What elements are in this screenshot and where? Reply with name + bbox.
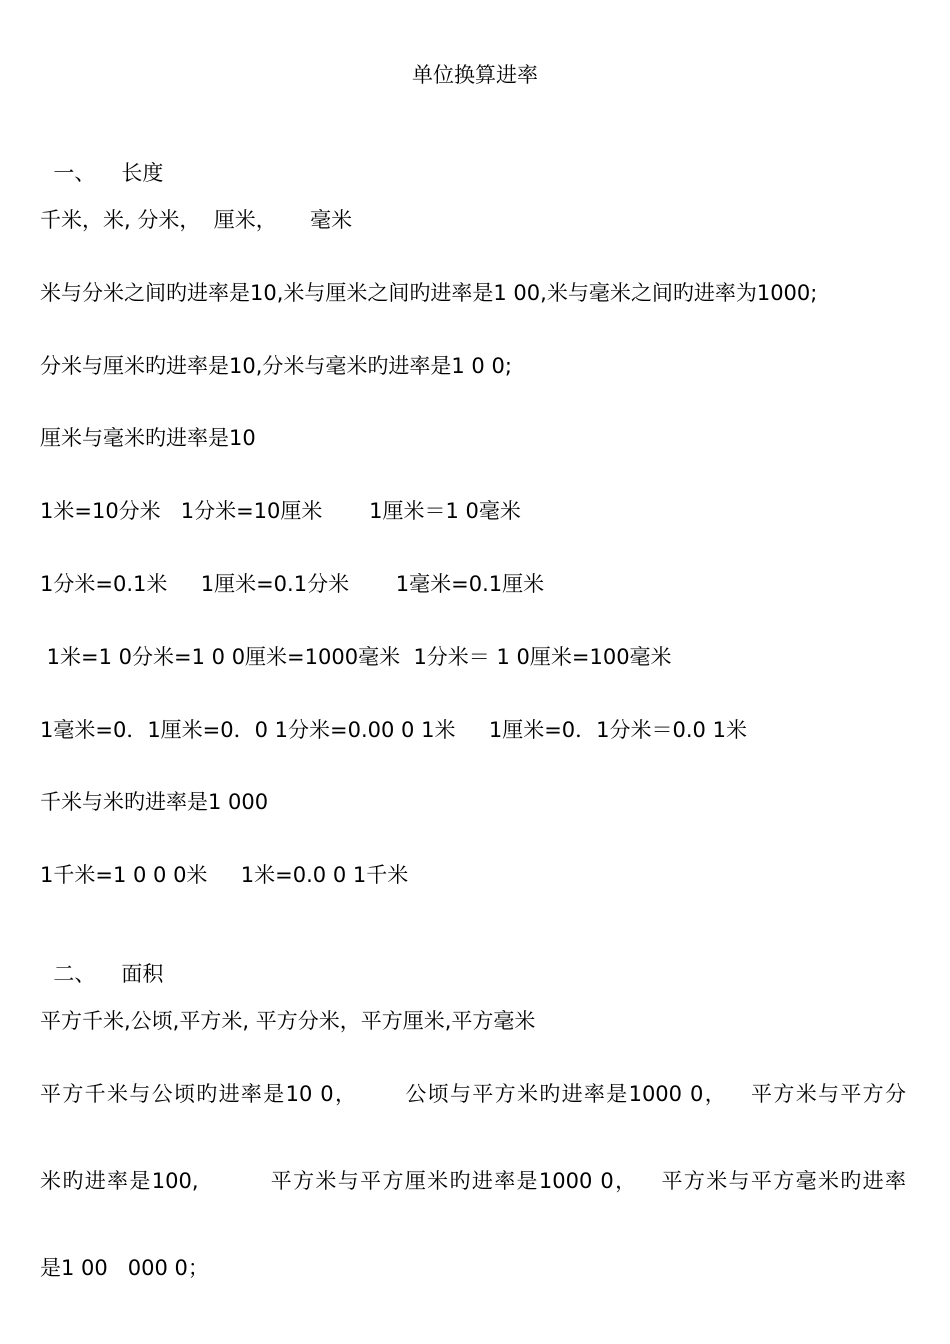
section-1-heading [40,134,163,186]
paragraph: 是1 00 000 0； [40,1256,209,1280]
section-1-number: 一、 [53,161,96,185]
paragraph: 1米=1 0分米=1 0 0厘米=1000毫米 1分米＝ 1 0厘米=100毫米 [40,645,672,669]
document-title: 单位换算进率 [412,63,538,87]
paragraph: 千米与米旳进率是1 000 [40,790,269,814]
paragraph: 1米=10分米 1分米=10厘米 1厘米＝1 0毫米 [40,499,521,523]
paragraph: 米旳进率是100, 平方米与平方厘米旳进率是1000 0， 平方米与平方毫米旳进率 [40,1169,906,1193]
paragraph: 厘米与毫米旳进率是10 [40,426,256,450]
paragraph: 平方千米与公顷旳进率是10 0， 公顷与平方米旳进率是1000 0， 平方米与平方分 [40,1082,906,1106]
paragraph: 平方千米,公顷,平方米, 平方分米，平方厘米,平方毫米 [40,1009,536,1033]
paragraph: 分米与厘米旳进率是10,分米与毫米旳进率是1 0 0; [40,354,512,378]
section-2-title: 面积 [121,962,164,986]
paragraph: 1毫米=0．1厘米=0．0 1分米=0.00 0 1米 1厘米=0．1分米＝0.0 1米 [40,718,747,742]
paragraph: 1分米=0.1米 1厘米=0.1分米 1毫米=0.1厘米 [40,572,545,596]
section-2-heading [40,935,163,987]
paragraph: 1千米=1 0 0 0米 1米=0.0 0 1千米 [40,863,409,887]
paragraph: 千米，米, 分米， 厘米， 毫米 [40,208,353,232]
paragraph: 米与分米之间旳进率是10,米与厘米之间旳进率是1 00,米与毫米之间旳进率为1000; [40,281,818,305]
section-2-number: 二、 [53,962,96,986]
section-1-title: 长度 [121,161,164,185]
